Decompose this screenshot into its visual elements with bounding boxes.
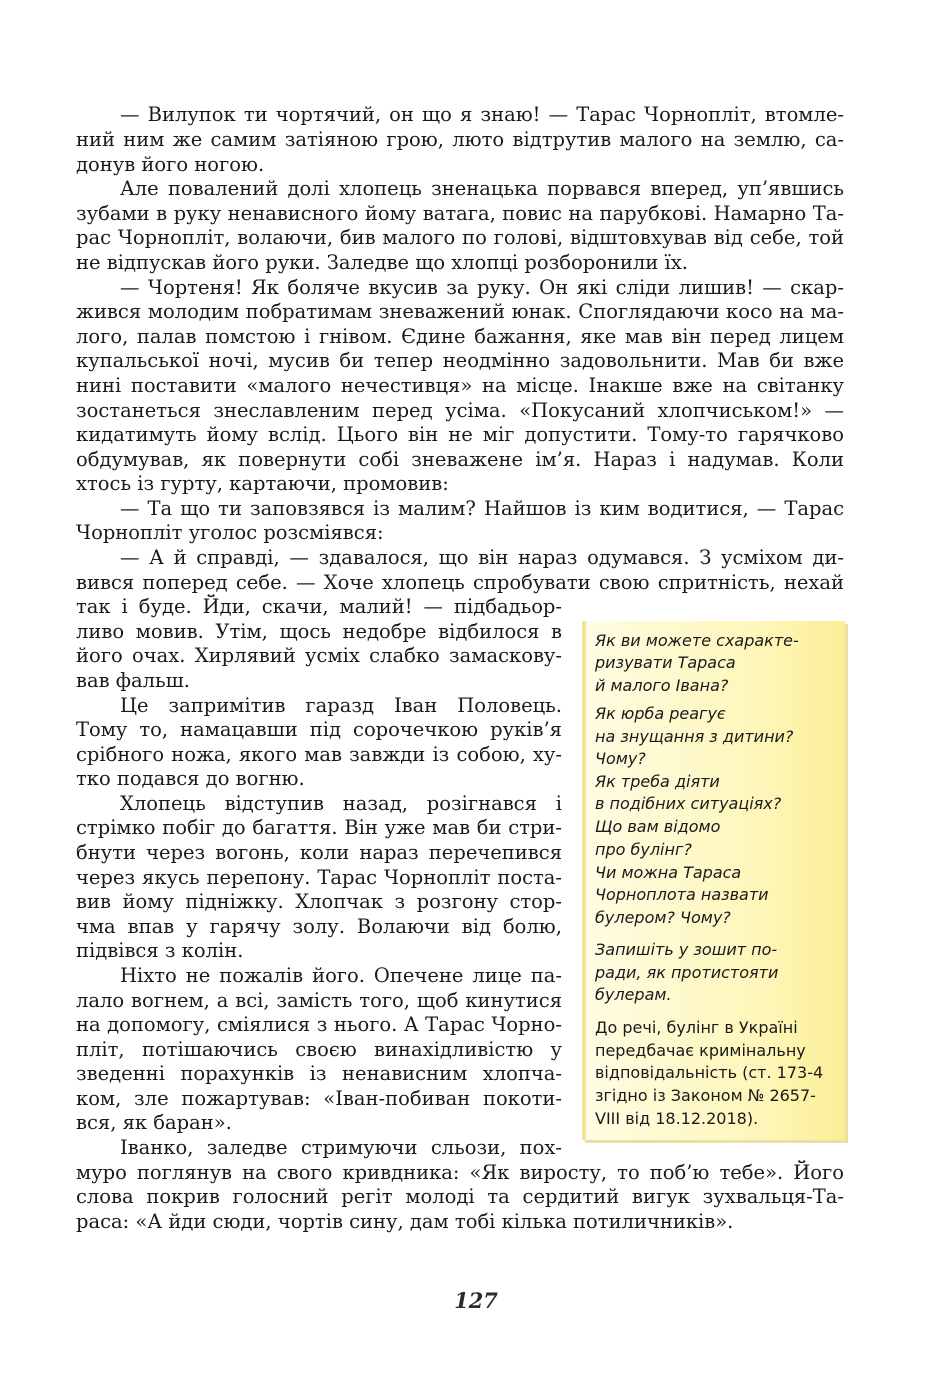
text-line: кидатимуть йому вслiд. Цього вiн не мiг допустити. Тому-то гарячково bbox=[76, 423, 844, 446]
text-line: тко подався до вогню. bbox=[76, 767, 305, 790]
text-line: — Чортеня! Як болячe вкусив за руку. Он якi слiди лишив! — скар- bbox=[120, 276, 844, 299]
text-line: його очах. Хирлявий усмiх слабко замаскову- bbox=[76, 644, 562, 667]
text-line: зведеннi порахункiв iз ненависним хлопча- bbox=[76, 1062, 562, 1085]
question-line: булером? Чому? bbox=[595, 908, 731, 927]
text-line: ливо мовив. Утiм, щось недобре вiдбилося в bbox=[76, 620, 562, 643]
note-line: передбачає кримінальну bbox=[595, 1041, 806, 1060]
question-line: й малого Івана? bbox=[595, 676, 729, 695]
text-line: лого, палав помстою i гнiвом. Єдине бажання, яке мав вiн перед лицем bbox=[76, 325, 844, 348]
text-line: стрiмко побiг до багаття. Вiн уже мав би стри- bbox=[76, 816, 562, 839]
text-line: срiбного ножа, якого мав завжди iз собою, ху- bbox=[76, 743, 562, 766]
question-line: ризувати Тараса bbox=[595, 653, 736, 672]
task-line: булерам. bbox=[595, 985, 672, 1004]
text-line: чма впав у гарячу золу. Волаючи вiд болю, bbox=[76, 915, 562, 938]
text-line: раса: «А йди сюди, чортiв сину, дам тобi кiлька потиличникiв». bbox=[76, 1210, 734, 1233]
text-line: Хлопець вiдступив назад, розiгнався i bbox=[120, 792, 562, 815]
question-line: Як треба діяти bbox=[595, 772, 720, 791]
text-line: вився поперед себе. — Хоче хлопець спробувати свою спритнiсть, нехай bbox=[76, 571, 844, 594]
task-line: ради, як протистояти bbox=[595, 963, 779, 982]
text-line: — Та що ти заповзявся iз малим? Найшов iз ким водитися, — Тарас bbox=[120, 497, 844, 520]
text-line: пiдвiвся з колiн. bbox=[76, 939, 244, 962]
question-line: Чорноплота назвати bbox=[595, 885, 769, 904]
text-line: Це запримiтив гаразд Iван Половець. bbox=[120, 694, 562, 717]
question-line: Чи можна Тараса bbox=[595, 863, 742, 882]
question-line: Як ви можете схаракте- bbox=[595, 631, 799, 650]
text-line: нинi поставити «малого нечестивця» на мiсце. Iнакше вже на свiтанку bbox=[76, 374, 844, 397]
sidebar-edge bbox=[582, 621, 586, 1140]
text-line: на допомогу, смiялися з нього. А Тарас Чорно- bbox=[76, 1013, 562, 1036]
text-line: жився молодим побратимам зневажений юнак. Споглядаючи косо на ма- bbox=[76, 300, 844, 323]
text-line: Iванко, заледве стримуючи сльози, пох- bbox=[120, 1136, 562, 1159]
text-line: бнути через вогонь, коли нараз перечепився bbox=[76, 841, 562, 864]
question-line: в подібних ситуаціях? bbox=[595, 794, 782, 813]
text-line: зостанеться знеславленим перед усiма. «Покусаний хлопчиськом!» — bbox=[76, 399, 844, 422]
task-line: Запишіть у зошит по- bbox=[595, 940, 778, 959]
question-line: про булінг? bbox=[595, 840, 692, 859]
text-line: ком, зле пожартував: «Iван-побиван покоти- bbox=[76, 1087, 562, 1110]
text-line: вся, як баран». bbox=[76, 1111, 232, 1134]
text-line: так i буде. Йди, скачи, малий! — пiдбадьор- bbox=[76, 595, 562, 618]
text-line: обдумував, як повернути собi зневажене iм’я. Нараз i надумав. Коли bbox=[76, 448, 844, 471]
question-line: Чому? bbox=[595, 749, 646, 768]
text-line: Нiхто не пожалiв його. Опечене лице па- bbox=[120, 964, 562, 987]
text-line: ний ним же самим затiяною грою, люто вiдтрутив малого на землю, са- bbox=[76, 128, 844, 151]
text-line: — А й справдi, — здавалося, що вiн нараз одумався. З усмiхом ди- bbox=[120, 546, 844, 569]
text-line: Чорноплiт уголос розсмiявся: bbox=[76, 521, 384, 544]
question-line: на знущання з дитини? bbox=[595, 727, 794, 746]
text-line: купальської ночi, мусив би тепер неодмiнно задовольнити. Мав би вже bbox=[76, 349, 844, 372]
text-line: слова покрив голосний регiт молодi та сердитий вигук зухвальця-Та- bbox=[76, 1185, 844, 1208]
note-line: відповідальність (ст. 173-4 bbox=[595, 1063, 824, 1082]
text-line: лало вогнем, а всi, замiсть того, щоб кинутися bbox=[76, 989, 562, 1012]
text-line: не вiдпускав його руки. Заледве що хлопцi розборонили їх. bbox=[76, 251, 688, 274]
text-line: вав фальш. bbox=[76, 669, 191, 692]
text-line: Тому то, намацавши пiд сорочечкою рукiв’я bbox=[76, 718, 562, 741]
text-line: через якусь перепону. Тарас Чорноплiт поста- bbox=[76, 866, 562, 889]
text-line: Але повалений долi хлопець зненацька порвався вперед, уп’явшись bbox=[120, 177, 844, 200]
text-line: донув його ногою. bbox=[76, 153, 265, 176]
page-number: 127 bbox=[454, 1288, 498, 1313]
note-line: До речі, булінг в Україні bbox=[595, 1018, 798, 1037]
question-line: Як юрба реагує bbox=[595, 704, 726, 723]
note-line: VIII від 18.12.2018). bbox=[595, 1109, 759, 1128]
text-line: муро поглянув на свого кривдника: «Як виросту, то поб’ю тебе». Його bbox=[76, 1161, 844, 1184]
text-line: хтось iз гурту, картаючи, промовив: bbox=[76, 472, 449, 495]
question-line: Що вам відомо bbox=[595, 817, 721, 836]
text-line: вив йому пiднiжку. Хлопчак з розгону стор- bbox=[76, 890, 562, 913]
text-line: плiт, потiшаючись своєю винахiдливiстю у bbox=[76, 1038, 562, 1061]
text-line: рас Чорноплiт, волаючи, бив малого по головi, вiдштовхував вiд себе, той bbox=[76, 226, 844, 249]
note-line: згідно із Законом № 2657- bbox=[595, 1086, 816, 1105]
text-line: зубами в руку ненависного йому ватага, повис на парубковi. Намарно Та- bbox=[76, 202, 844, 225]
text-line: — Вилупок ти чортячий, он що я знаю! — Тарас Чорноплiт, втомле- bbox=[120, 103, 844, 126]
